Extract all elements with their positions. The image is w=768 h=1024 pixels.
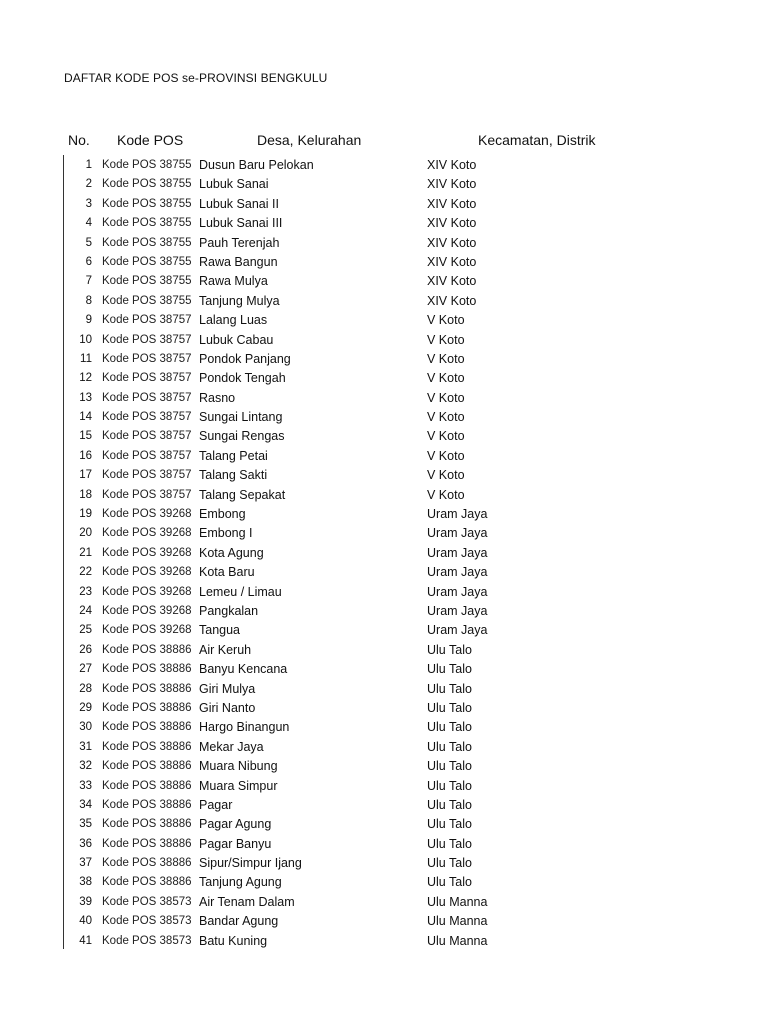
- table-row: [0, 544, 768, 563]
- row-desa-kelurahan: Kota Baru: [199, 565, 255, 580]
- row-number: 33: [79, 779, 92, 792]
- row-desa-kelurahan: Lalang Luas: [199, 313, 268, 328]
- row-kode-pos: Kode POS 38886: [102, 701, 192, 714]
- row-number: 2: [85, 178, 92, 191]
- row-number: 31: [79, 740, 92, 753]
- table-row: [0, 486, 768, 505]
- table-row: [0, 253, 768, 272]
- table-row: [0, 854, 768, 873]
- row-kode-pos: Kode POS 39268: [102, 566, 192, 579]
- table-row: [0, 796, 768, 815]
- row-number: 3: [85, 197, 92, 210]
- row-kode-pos: Kode POS 38755: [102, 159, 192, 171]
- row-kode-pos: Kode POS 38755: [102, 255, 192, 268]
- row-kode-pos: Kode POS 38755: [102, 275, 192, 288]
- table-row: [0, 912, 768, 931]
- row-kecamatan: V Koto: [427, 371, 465, 386]
- row-number: 6: [85, 255, 92, 268]
- row-number: 17: [79, 469, 92, 482]
- row-kode-pos: Kode POS 38757: [102, 333, 192, 346]
- row-kode-pos: Kode POS 38573: [102, 915, 192, 928]
- row-kecamatan: Ulu Manna: [427, 894, 488, 909]
- table-row: [0, 234, 768, 253]
- row-number: 19: [79, 508, 92, 521]
- row-kecamatan: Ulu Talo: [427, 778, 472, 793]
- row-desa-kelurahan: Batu Kuning: [199, 933, 268, 948]
- row-kode-pos: Kode POS 38886: [102, 818, 192, 831]
- row-kecamatan: XIV Koto: [427, 293, 477, 308]
- table-row: [0, 427, 768, 446]
- row-number: 4: [85, 217, 92, 230]
- document-title: DAFTAR KODE POS se-PROVINSI BENGKULU: [64, 71, 328, 85]
- row-number: 27: [79, 663, 92, 676]
- row-kode-pos: Kode POS 38755: [102, 197, 192, 210]
- row-kecamatan: Ulu Talo: [427, 759, 472, 774]
- row-kode-pos: Kode POS 38886: [102, 798, 192, 811]
- row-kecamatan: XIV Koto: [427, 216, 477, 231]
- row-kecamatan: Ulu Talo: [427, 836, 472, 851]
- row-kecamatan: Ulu Talo: [427, 700, 472, 715]
- row-kode-pos: Kode POS 38573: [102, 895, 192, 908]
- table-row: [0, 932, 768, 951]
- row-number: 35: [79, 818, 92, 831]
- row-kecamatan: XIV Koto: [427, 254, 477, 269]
- header-desa-kelurahan: Desa, Kelurahan: [257, 132, 362, 148]
- row-number: 21: [79, 546, 92, 559]
- table-row: [0, 815, 768, 834]
- row-desa-kelurahan: Lubuk Cabau: [199, 332, 274, 347]
- row-kode-pos: Kode POS 38757: [102, 411, 192, 424]
- row-kecamatan: Uram Jaya: [427, 623, 488, 638]
- header-kode-pos: Kode POS: [117, 132, 184, 148]
- row-kode-pos: Kode POS 38757: [102, 430, 192, 443]
- row-number: 18: [79, 488, 92, 501]
- table-row: [0, 660, 768, 679]
- row-kode-pos: Kode POS 38886: [102, 663, 192, 676]
- row-desa-kelurahan: Muara Simpur: [199, 778, 278, 793]
- row-number: 28: [79, 682, 92, 695]
- row-kode-pos: Kode POS 38886: [102, 779, 192, 792]
- row-desa-kelurahan: Embong I: [199, 526, 253, 541]
- row-desa-kelurahan: Giri Nanto: [199, 700, 256, 715]
- row-number: 34: [79, 798, 92, 811]
- row-kode-pos: Kode POS 38755: [102, 236, 192, 249]
- row-desa-kelurahan: Lubuk Sanai III: [199, 216, 283, 231]
- row-kode-pos: Kode POS 38755: [102, 178, 192, 191]
- row-kode-pos: Kode POS 38886: [102, 682, 192, 695]
- row-desa-kelurahan: Air Keruh: [199, 642, 252, 657]
- row-desa-kelurahan: Sungai Rengas: [199, 429, 285, 444]
- row-kode-pos: Kode POS 38573: [102, 934, 192, 947]
- row-desa-kelurahan: Pagar Agung: [199, 817, 272, 832]
- row-desa-kelurahan: Lubuk Sanai II: [199, 196, 279, 211]
- table-row: [0, 680, 768, 699]
- table-row: [0, 369, 768, 388]
- row-kecamatan: Ulu Talo: [427, 720, 472, 735]
- row-kecamatan: V Koto: [427, 332, 465, 347]
- row-kecamatan: Ulu Talo: [427, 739, 472, 754]
- row-kode-pos: Kode POS 39268: [102, 585, 192, 598]
- row-desa-kelurahan: Pagar Banyu: [199, 836, 272, 851]
- postal-code-table: [0, 156, 768, 951]
- row-kecamatan: Ulu Talo: [427, 856, 472, 871]
- table-row: [0, 583, 768, 602]
- row-desa-kelurahan: Muara Nibung: [199, 759, 278, 774]
- row-kode-pos: Kode POS 38757: [102, 391, 192, 404]
- row-number: 15: [79, 430, 92, 443]
- row-kode-pos: Kode POS 38886: [102, 643, 192, 656]
- row-desa-kelurahan: Bandar Agung: [199, 914, 279, 929]
- row-kecamatan: V Koto: [427, 313, 465, 328]
- row-desa-kelurahan: Rasno: [199, 390, 236, 405]
- row-number: 26: [79, 643, 92, 656]
- row-desa-kelurahan: Tanjung Mulya: [199, 293, 280, 308]
- row-number: 8: [85, 294, 92, 307]
- table-row: [0, 835, 768, 854]
- table-row: [0, 777, 768, 796]
- row-number: 39: [79, 895, 92, 908]
- table-row: [0, 447, 768, 466]
- table-header: [0, 132, 768, 152]
- table-row: [0, 641, 768, 660]
- row-number: 12: [79, 372, 92, 385]
- row-kode-pos: Kode POS 38886: [102, 740, 192, 753]
- row-desa-kelurahan: Pondok Tengah: [199, 371, 286, 386]
- row-desa-kelurahan: Dusun Baru Pelokan: [199, 158, 314, 172]
- table-row: [0, 524, 768, 543]
- row-kecamatan: Ulu Talo: [427, 797, 472, 812]
- row-kecamatan: XIV Koto: [427, 177, 477, 192]
- row-number: 41: [79, 934, 92, 947]
- row-kecamatan: Ulu Talo: [427, 662, 472, 677]
- row-desa-kelurahan: Sipur/Simpur Ijang: [199, 856, 302, 871]
- row-kecamatan: V Koto: [427, 410, 465, 425]
- row-kode-pos: Kode POS 38886: [102, 837, 192, 850]
- row-kode-pos: Kode POS 39268: [102, 527, 192, 540]
- row-kecamatan: V Koto: [427, 390, 465, 405]
- row-kecamatan: Uram Jaya: [427, 507, 488, 522]
- row-number: 16: [79, 449, 92, 462]
- row-kode-pos: Kode POS 38757: [102, 449, 192, 462]
- row-kecamatan: XIV Koto: [427, 274, 477, 289]
- row-desa-kelurahan: Tanjung Agung: [199, 875, 282, 890]
- row-kode-pos: Kode POS 38886: [102, 760, 192, 773]
- row-desa-kelurahan: Pondok Panjang: [199, 351, 291, 366]
- table-row: [0, 195, 768, 214]
- row-number: 40: [79, 915, 92, 928]
- row-kecamatan: Ulu Manna: [427, 933, 488, 948]
- row-kode-pos: Kode POS 39268: [102, 508, 192, 521]
- row-kecamatan: Uram Jaya: [427, 545, 488, 560]
- row-desa-kelurahan: Talang Sakti: [199, 468, 268, 483]
- row-number: 22: [79, 566, 92, 579]
- row-desa-kelurahan: Rawa Mulya: [199, 274, 268, 289]
- row-desa-kelurahan: Pagar: [199, 797, 233, 812]
- header-kecamatan-distrik: Kecamatan, Distrik: [478, 132, 596, 148]
- table-row: [0, 738, 768, 757]
- table-row: [0, 563, 768, 582]
- row-kode-pos: Kode POS 38886: [102, 721, 192, 734]
- table-row: [0, 505, 768, 524]
- row-number: 38: [79, 876, 92, 889]
- row-kecamatan: V Koto: [427, 468, 465, 483]
- row-desa-kelurahan: Mekar Jaya: [199, 739, 264, 754]
- row-desa-kelurahan: Banyu Kencana: [199, 662, 288, 677]
- row-kecamatan: V Koto: [427, 487, 465, 502]
- row-number: 9: [85, 314, 92, 327]
- row-desa-kelurahan: Rawa Bangun: [199, 254, 278, 269]
- row-desa-kelurahan: Lemeu / Limau: [199, 584, 282, 599]
- row-desa-kelurahan: Hargo Binangun: [199, 720, 290, 735]
- row-kecamatan: Uram Jaya: [427, 565, 488, 580]
- table-row: [0, 757, 768, 776]
- row-kecamatan: Ulu Talo: [427, 875, 472, 890]
- header-no: No.: [68, 132, 90, 148]
- row-desa-kelurahan: Embong: [199, 507, 246, 522]
- row-kecamatan: Ulu Talo: [427, 642, 472, 657]
- row-number: 29: [79, 701, 92, 714]
- table-row: [0, 389, 768, 408]
- table-row: [0, 331, 768, 350]
- row-kecamatan: V Koto: [427, 351, 465, 366]
- row-number: 24: [79, 604, 92, 617]
- row-desa-kelurahan: Tangua: [199, 623, 241, 638]
- row-desa-kelurahan: Air Tenam Dalam: [199, 894, 295, 909]
- row-kode-pos: Kode POS 39268: [102, 604, 192, 617]
- row-kode-pos: Kode POS 38757: [102, 372, 192, 385]
- row-kecamatan: XIV Koto: [427, 158, 477, 172]
- row-kecamatan: XIV Koto: [427, 196, 477, 211]
- row-kecamatan: Ulu Manna: [427, 914, 488, 929]
- row-kecamatan: Uram Jaya: [427, 603, 488, 618]
- row-desa-kelurahan: Giri Mulya: [199, 681, 256, 696]
- row-kode-pos: Kode POS 39268: [102, 546, 192, 559]
- row-number: 32: [79, 760, 92, 773]
- row-kecamatan: V Koto: [427, 448, 465, 463]
- table-row: [0, 621, 768, 640]
- table-row: [0, 602, 768, 621]
- row-desa-kelurahan: Lubuk Sanai: [199, 177, 269, 192]
- table-row: [0, 873, 768, 892]
- row-number: 13: [79, 391, 92, 404]
- row-kecamatan: V Koto: [427, 429, 465, 444]
- row-desa-kelurahan: Pangkalan: [199, 603, 259, 618]
- row-number: 37: [79, 857, 92, 870]
- row-kecamatan: Uram Jaya: [427, 584, 488, 599]
- table-row: [0, 175, 768, 194]
- row-kecamatan: Ulu Talo: [427, 681, 472, 696]
- row-number: 36: [79, 837, 92, 850]
- row-kode-pos: Kode POS 38886: [102, 857, 192, 870]
- table-row: [0, 272, 768, 291]
- row-kecamatan: Uram Jaya: [427, 526, 488, 541]
- row-number: 30: [79, 721, 92, 734]
- row-number: 11: [80, 352, 92, 365]
- row-kecamatan: Ulu Talo: [427, 817, 472, 832]
- row-kode-pos: Kode POS 38757: [102, 314, 192, 327]
- row-kode-pos: Kode POS 38755: [102, 217, 192, 230]
- row-kode-pos: Kode POS 38757: [102, 352, 192, 365]
- row-kode-pos: Kode POS 38755: [102, 294, 192, 307]
- table-row: [0, 350, 768, 369]
- row-desa-kelurahan: Pauh Terenjah: [199, 235, 280, 250]
- row-kode-pos: Kode POS 38757: [102, 488, 192, 501]
- table-row: [0, 893, 768, 912]
- row-kode-pos: Kode POS 38757: [102, 469, 192, 482]
- table-row: [0, 466, 768, 485]
- row-number: 10: [79, 333, 92, 346]
- row-number: 5: [85, 236, 92, 249]
- row-desa-kelurahan: Kota Agung: [199, 545, 264, 560]
- row-number: 1: [85, 159, 92, 171]
- row-kode-pos: Kode POS 39268: [102, 624, 192, 637]
- row-desa-kelurahan: Talang Petai: [199, 448, 268, 463]
- row-desa-kelurahan: Sungai Lintang: [199, 410, 283, 425]
- row-kode-pos: Kode POS 38886: [102, 876, 192, 889]
- table-row: [0, 292, 768, 311]
- row-kecamatan: XIV Koto: [427, 235, 477, 250]
- row-number: 23: [79, 585, 92, 598]
- table-row: [0, 311, 768, 330]
- table-row: [0, 408, 768, 427]
- row-number: 7: [85, 275, 92, 288]
- row-number: 25: [79, 624, 92, 637]
- row-number: 20: [79, 527, 92, 540]
- row-desa-kelurahan: Talang Sepakat: [199, 487, 286, 502]
- table-row: [0, 214, 768, 233]
- row-number: 14: [79, 411, 92, 424]
- table-row: [0, 699, 768, 718]
- table-row: [0, 156, 768, 175]
- table-row: [0, 718, 768, 737]
